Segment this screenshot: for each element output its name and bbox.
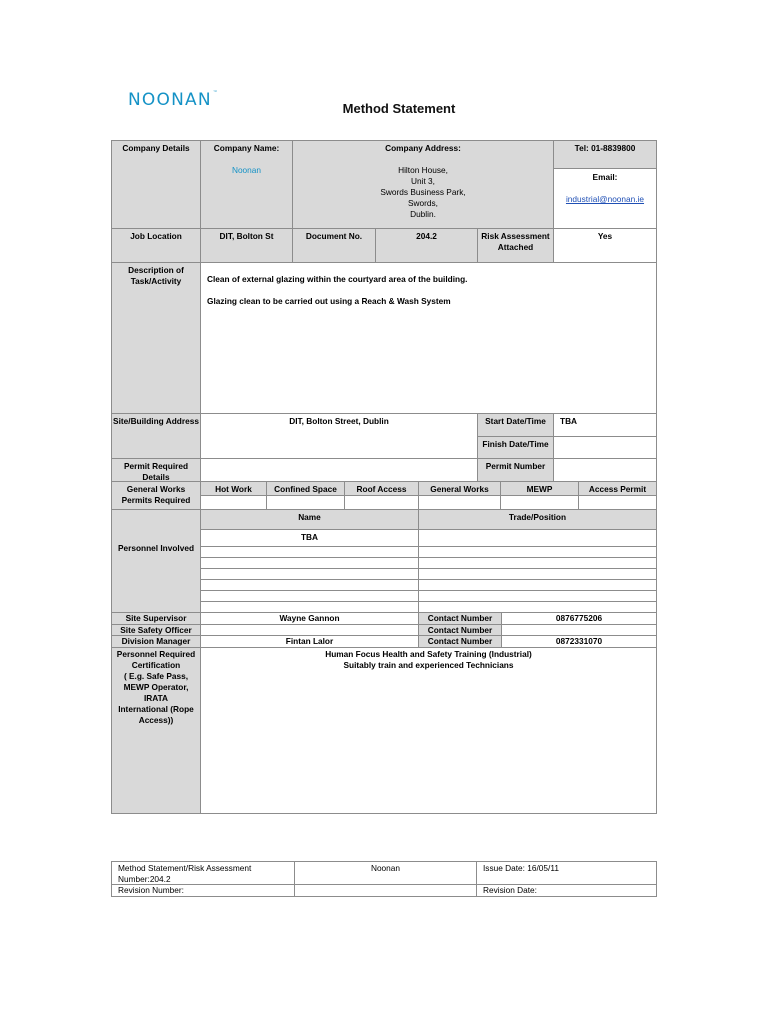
- finish-datetime-label: Finish Date/Time: [477, 436, 554, 459]
- start-datetime-label: Start Date/Time: [477, 413, 554, 437]
- risk-assessment-value: Yes: [553, 228, 657, 263]
- certification-label-line: IRATA: [143, 693, 169, 703]
- certification-label-line: International (Rope: [118, 704, 194, 714]
- permit-column-header: Confined Space: [266, 481, 345, 496]
- email-cell: [553, 168, 657, 229]
- footer-blank-cell: [294, 884, 477, 897]
- company-address-label: Company Address:: [385, 143, 461, 153]
- site-address-value: DIT, Bolton Street, Dublin: [200, 413, 478, 459]
- personnel-name: TBA: [200, 529, 419, 547]
- permit-column-header: Roof Access: [344, 481, 419, 496]
- task-description-label: Description of Task/Activity: [111, 262, 201, 414]
- name-column-header: Name: [200, 509, 419, 530]
- address-line: Swords Business Park,: [380, 187, 466, 197]
- document-number-value: 204.2: [375, 228, 478, 263]
- job-location-value: DIT, Bolton St: [200, 228, 293, 263]
- company-name-label: Company Name:: [213, 143, 280, 153]
- site-address-label: Site/Building Address: [111, 413, 201, 459]
- permit-required-value: [200, 458, 478, 482]
- permit-value: [500, 495, 579, 510]
- permit-number-label: Permit Number: [477, 458, 554, 482]
- permit-required-label: Permit Required Details: [111, 458, 201, 482]
- email-link[interactable]: industrial@noonan.ie: [565, 194, 645, 204]
- company-name-cell: [200, 140, 293, 229]
- document-number-label: Document No.: [292, 228, 376, 263]
- footer-company: Noonan: [294, 861, 477, 885]
- permit-value: [418, 495, 501, 510]
- contact-number-label: Contact Number: [418, 612, 502, 625]
- permit-column-header: Access Permit: [578, 481, 657, 496]
- certification-label-line: Personnel Required: [116, 649, 196, 659]
- company-address-value: [293, 165, 553, 220]
- division-manager-contact: 0872331070: [501, 635, 657, 648]
- permit-column-header: General Works: [418, 481, 501, 496]
- personnel-involved-label: Personnel Involved: [111, 509, 201, 613]
- footer-reference-line: Method Statement/Risk Assessment: [118, 863, 252, 873]
- certification-line: Suitably train and experienced Technicians: [343, 660, 514, 670]
- footer-revision-date: Revision Date:: [476, 884, 657, 897]
- job-location-label: Job Location: [111, 228, 201, 263]
- permit-value: [344, 495, 419, 510]
- certification-label: [111, 647, 201, 814]
- document-title: Method Statement: [342, 101, 456, 116]
- contact-number-label: Contact Number: [418, 624, 502, 636]
- site-supervisor-label: Site Supervisor: [111, 612, 201, 625]
- task-description-value: [200, 262, 657, 414]
- start-datetime-value: TBA: [553, 413, 657, 437]
- company-name-value: Noonan: [231, 165, 262, 175]
- trade-column-header: Trade/Position: [418, 509, 657, 530]
- task-description-line: Clean of external glazing within the courtyard area of the building.: [207, 274, 468, 284]
- certification-label-line: MEWP Operator,: [123, 682, 189, 692]
- footer-issue-date: Issue Date: 16/05/11: [476, 861, 657, 885]
- telephone: Tel: 01-8839800: [553, 140, 657, 169]
- certification-label-line: Access)): [138, 715, 174, 725]
- division-manager-name: Fintan Lalor: [200, 635, 419, 648]
- address-line: Unit 3,: [411, 176, 435, 186]
- general-works-permits-label: General Works Permits Required: [111, 481, 201, 510]
- contact-number-label: Contact Number: [418, 635, 502, 648]
- logo-text: NOONAN: [128, 90, 212, 110]
- risk-assessment-label: Risk Assessment Attached: [477, 228, 554, 263]
- division-manager-label: Division Manager: [111, 635, 201, 648]
- address-line: Hilton House,: [398, 165, 448, 175]
- company-address-cell: [292, 140, 554, 229]
- site-supervisor-name: Wayne Gannon: [200, 612, 419, 625]
- address-line: Dublin.: [410, 209, 436, 219]
- finish-datetime-value: [553, 436, 657, 459]
- footer-reference-line: Number:204.2: [118, 874, 171, 884]
- permit-value: [200, 495, 267, 510]
- certification-label-line: Certification: [131, 660, 181, 670]
- site-safety-officer-label: Site Safety Officer: [111, 624, 201, 636]
- permit-number-value: [553, 458, 657, 482]
- site-supervisor-contact: 0876775206: [501, 612, 657, 625]
- company-details-label: Company Details: [111, 140, 201, 229]
- email-label: Email:: [592, 172, 618, 182]
- trademark-mark: ™: [212, 90, 219, 96]
- personnel-trade: [418, 529, 657, 547]
- footer-reference: [111, 861, 295, 885]
- permit-value: [578, 495, 657, 510]
- address-line: Swords,: [408, 198, 438, 208]
- certification-value: [200, 647, 657, 814]
- permit-value: [266, 495, 345, 510]
- footer-revision-number: Revision Number:: [111, 884, 295, 897]
- permit-column-header: MEWP: [500, 481, 579, 496]
- task-description-line: Glazing clean to be carried out using a Reach & Wash System: [207, 296, 451, 306]
- permit-column-header: Hot Work: [200, 481, 267, 496]
- certification-line: Human Focus Health and Safety Training (Industrial): [325, 649, 532, 659]
- certification-label-line: ( E.g. Safe Pass,: [123, 671, 189, 681]
